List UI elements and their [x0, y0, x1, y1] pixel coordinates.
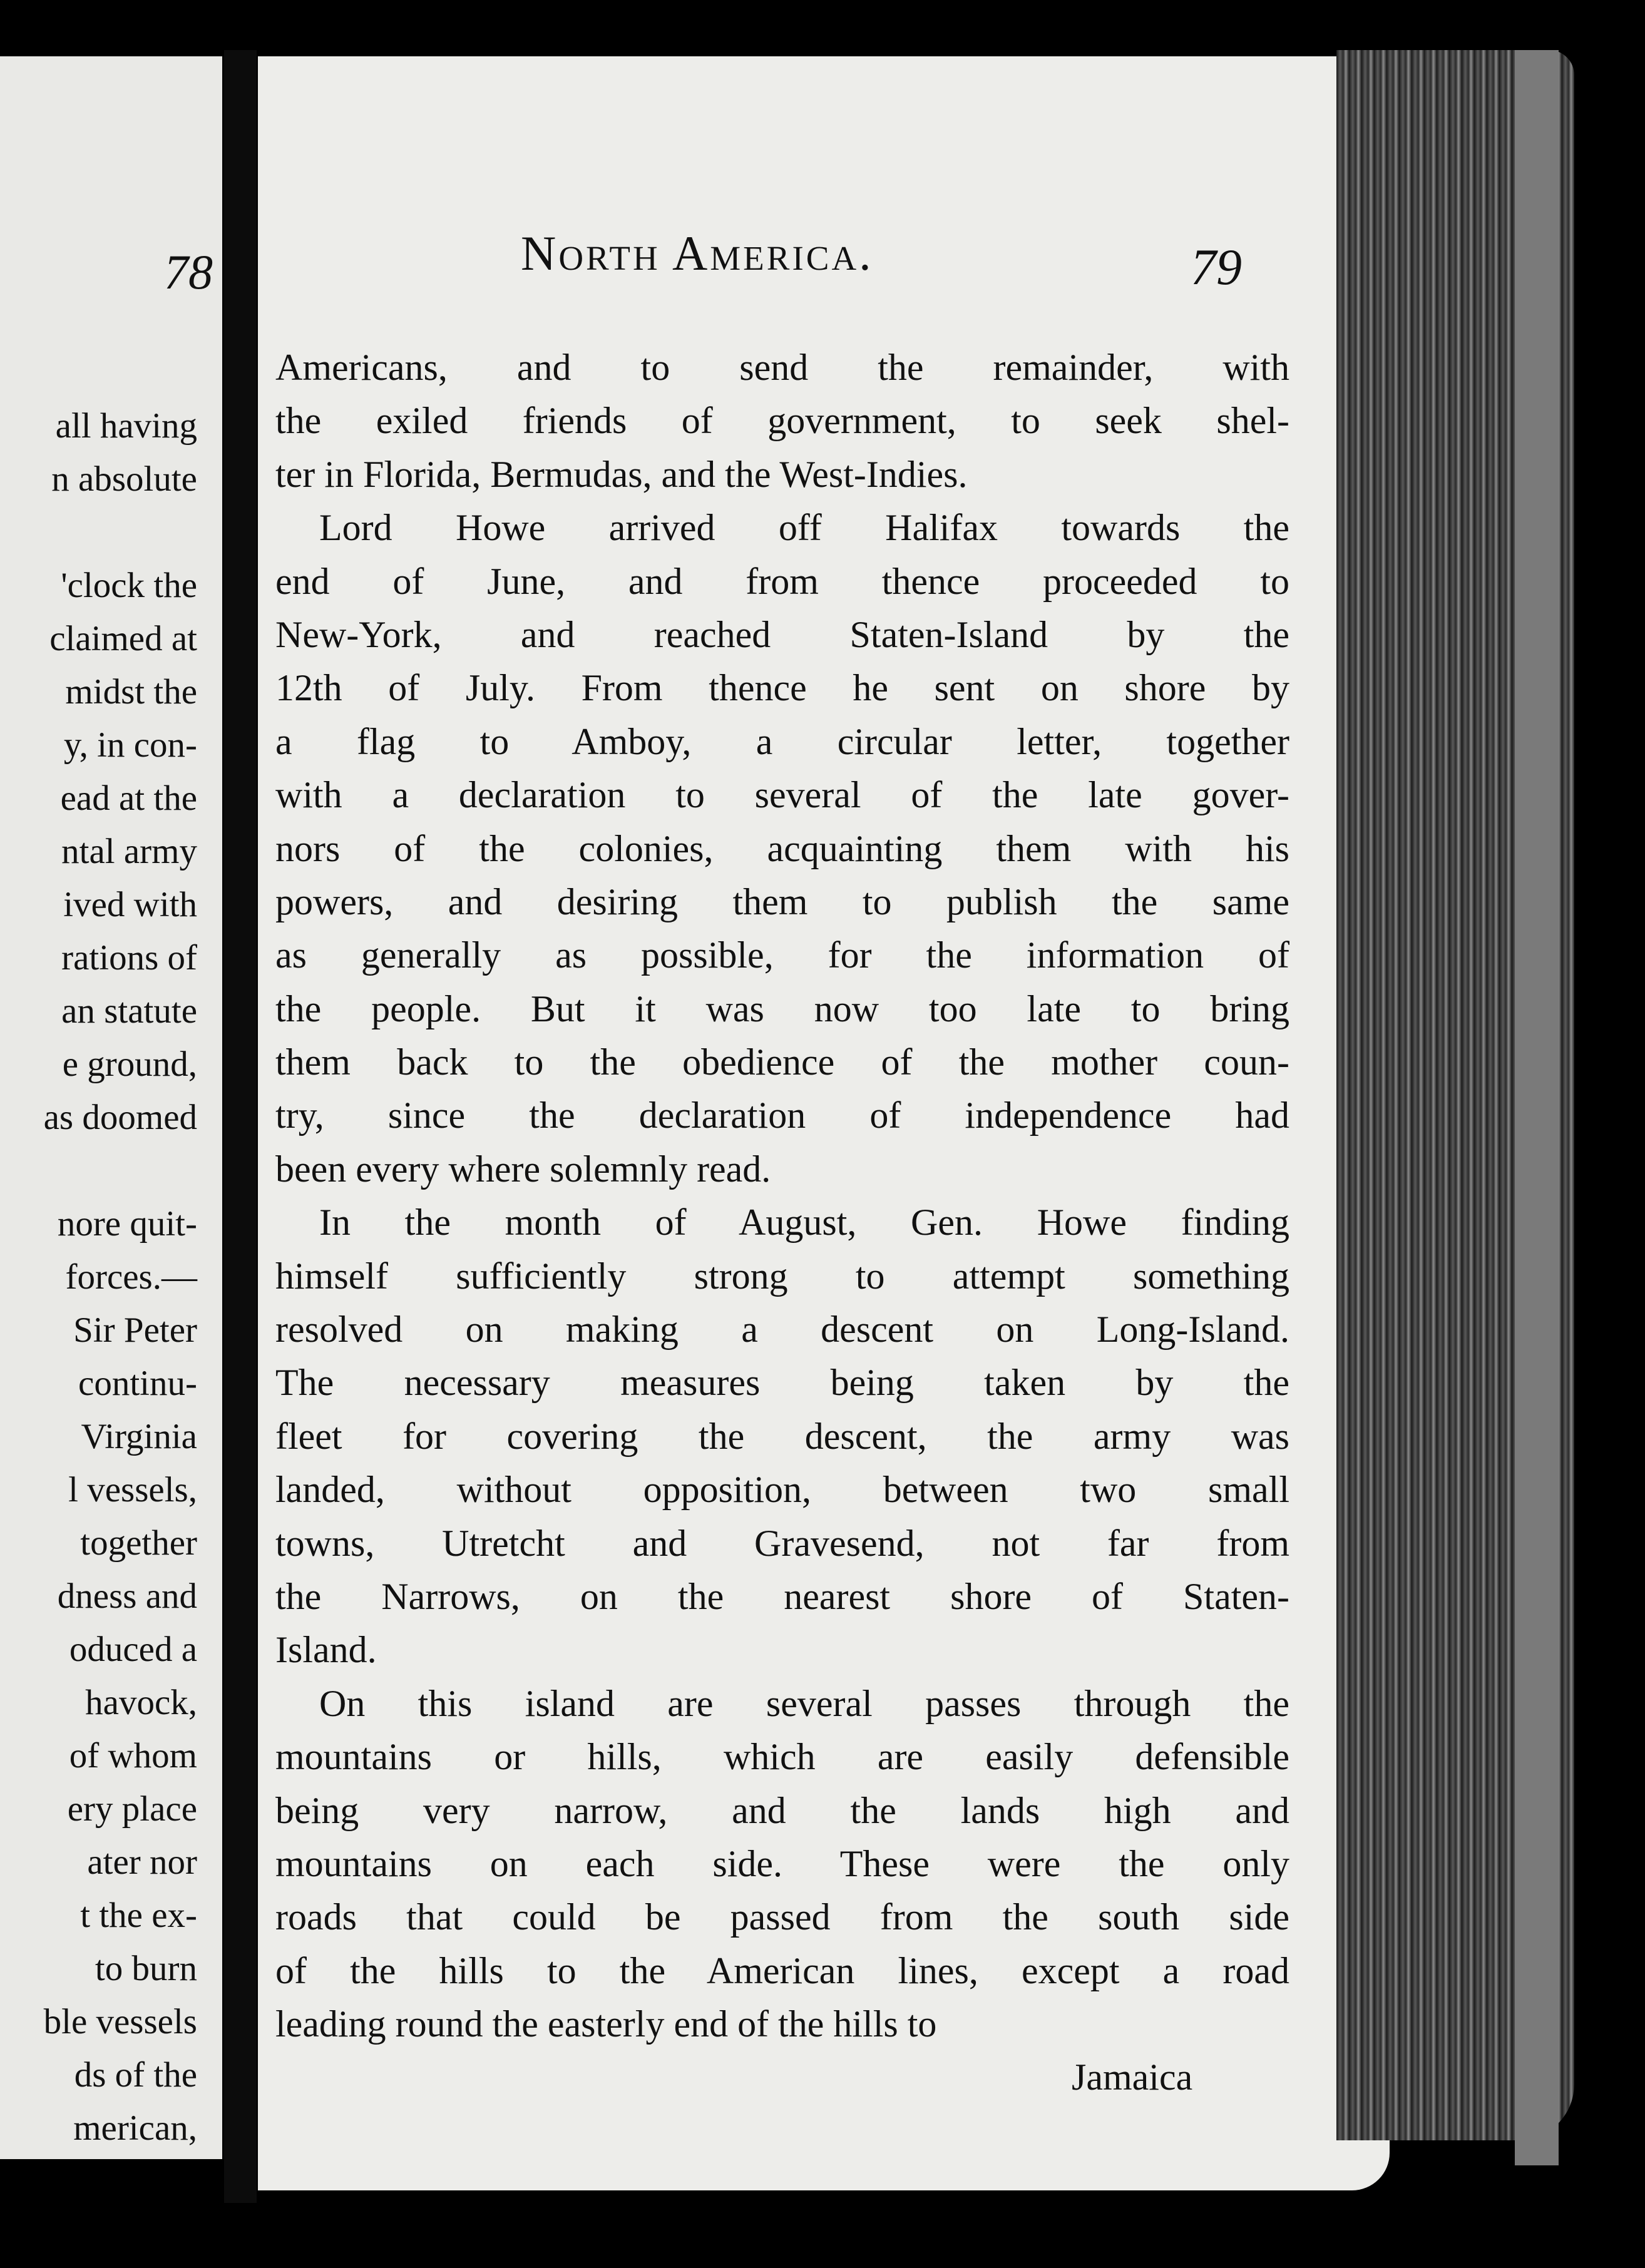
left-text-line: as doomed — [43, 1098, 197, 1137]
text-line: powers, and desiring them to publish the same — [275, 881, 1289, 922]
page-number: 79 — [1191, 238, 1242, 295]
left-text-line: ble vessels — [43, 2002, 197, 2041]
book-gutter — [224, 50, 257, 2203]
text-line: himself sufficiently strong to attempt something — [275, 1255, 1289, 1297]
left-text-line: ater nor — [87, 1842, 197, 1882]
left-text-line: forces.— — [65, 1257, 197, 1297]
text-line: leading round the easterly end of the hills to — [275, 2003, 937, 2045]
left-text-line: t the ex- — [80, 1896, 197, 1935]
text-line: nors of the colonies, acquainting them with his — [275, 827, 1289, 869]
text-line: the exiled friends of government, to seek shel- — [275, 400, 1289, 442]
text-line: Americans, and to send the remainder, with — [275, 347, 1289, 388]
right-page — [258, 56, 1390, 2190]
left-text-line: l vessels, — [68, 1470, 197, 1509]
text-line: mountains on each side. These were the only — [275, 1842, 1289, 1884]
left-text-line: ds of the — [74, 2055, 197, 2095]
text-line: been every where solemnly read. — [275, 1148, 771, 1190]
text-line: towns, Utretcht and Gravesend, not far from — [275, 1522, 1289, 1564]
text-line: In the month of August, Gen. Howe finding — [319, 1202, 1289, 1244]
running-head: North America. — [521, 226, 874, 280]
left-page — [0, 56, 222, 2159]
left-text-line: n absolute — [51, 459, 197, 499]
left-text-line — [44, 1144, 197, 1197]
text-line: fleet for covering the descent, the army was — [275, 1415, 1289, 1457]
text-line: Island. — [275, 1629, 377, 1671]
left-text-line: continu- — [78, 1364, 197, 1403]
text-line: as generally as possible, for the information of — [275, 934, 1289, 976]
text-line: The necessary measures being taken by the — [275, 1362, 1289, 1404]
text-line: with a declaration to several of the late gover- — [275, 774, 1289, 816]
text-line: mountains or hills, which are easily defensible — [275, 1736, 1289, 1778]
left-page-number: 78 — [164, 245, 213, 299]
left-text-line: of whom — [69, 1736, 197, 1775]
left-text-line: rations of — [61, 938, 197, 978]
book-edge-shadow — [1515, 50, 1559, 2165]
body-text — [275, 341, 1289, 2051]
text-line: roads that could be passed from the south side — [275, 1896, 1289, 1938]
left-text-line: Sir Peter — [73, 1310, 197, 1350]
text-line: the people. But it was now too late to bring — [275, 988, 1289, 1029]
left-text-line: 'clock the — [61, 566, 197, 605]
text-line: New-York, and reached Staten-Island by the — [275, 613, 1289, 655]
text-line: the Narrows, on the nearest shore of Staten- — [275, 1575, 1289, 1617]
text-line: them back to the obedience of the mother coun- — [275, 1041, 1289, 1083]
left-page-text — [44, 399, 197, 2155]
text-line: being very narrow, and the lands high and — [275, 1789, 1289, 1831]
text-line: On this island are several passes through the — [319, 1682, 1289, 1724]
left-text-line: midst the — [65, 672, 197, 712]
left-text-line: ntal army — [61, 832, 197, 871]
left-text-line: y, in con- — [63, 725, 197, 765]
left-text-line: ived with — [63, 885, 197, 924]
text-line: resolved on making a descent on Long-Island. — [275, 1309, 1289, 1351]
left-text-line: together — [80, 1523, 197, 1563]
left-text-line: oduced a — [69, 1630, 197, 1669]
left-text-line: claimed at — [49, 619, 197, 658]
catchword: Jamaica — [1072, 2056, 1193, 2098]
left-text-line: an statute — [61, 991, 197, 1031]
left-text-line: havock, — [85, 1683, 197, 1722]
text-line: landed, without opposition, between two small — [275, 1469, 1289, 1511]
left-text-line: to burn — [95, 1949, 197, 1988]
text-line: 12th of July. From thence he sent on shore by — [275, 667, 1289, 709]
left-text-line: merican, — [73, 2108, 197, 2148]
text-line: a flag to Amboy, a circular letter, together — [275, 720, 1289, 762]
left-text-line: ead at the — [60, 779, 197, 818]
left-text-line: e ground, — [62, 1045, 197, 1084]
left-text-line — [44, 506, 197, 559]
text-line: Lord Howe arrived off Halifax towards the — [319, 507, 1289, 549]
left-text-line: all having — [55, 406, 197, 446]
text-line: ter in Florida, Bermudas, and the West-Indies. — [275, 453, 968, 495]
left-text-line: ery place — [67, 1789, 197, 1829]
text-line: of the hills to the American lines, except a road — [275, 1949, 1289, 1991]
text-line: end of June, and from thence proceeded to — [275, 560, 1289, 602]
left-text-line: dness and — [57, 1576, 197, 1616]
text-line: try, since the declaration of independence had — [275, 1095, 1289, 1137]
left-text-line: nore quit- — [57, 1204, 197, 1244]
left-text-line: Virginia — [81, 1417, 197, 1456]
